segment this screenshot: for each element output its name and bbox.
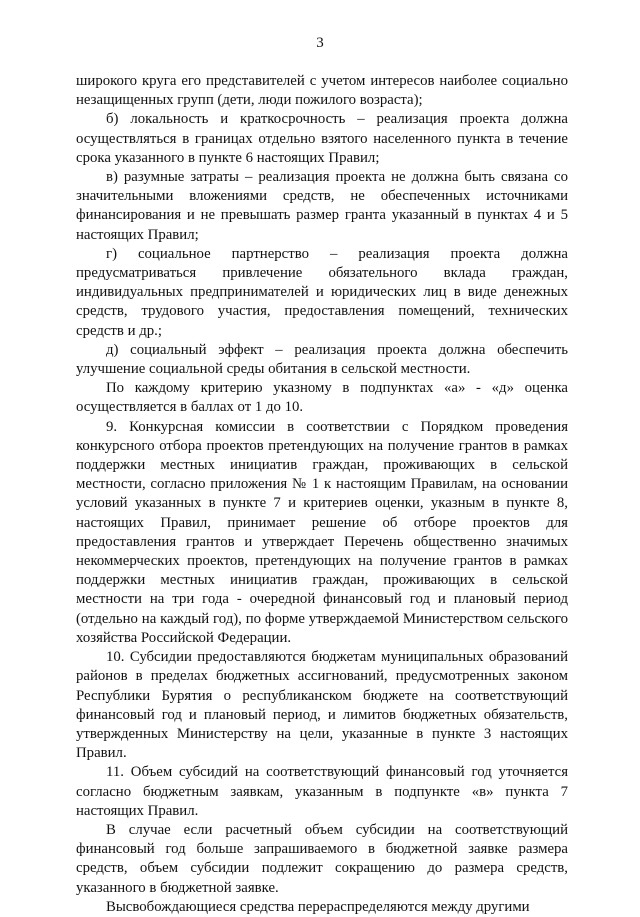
document-body — [76, 72, 568, 917]
paragraph-subsidy-reduction: В случае если расчетный объем субсидии на соответствующий финансовый год больше запрашиваемого в бюджетной заявке размера средств, объем субсидии подлежит сокращению до размера средств, указанного в бюджетной заявке. — [76, 821, 568, 896]
paragraph-criterion-g: г) социальное партнерство – реализация проекта должна предусматриваться привлечение обязательного вклада граждан, индивидуальных предпринимателей и юридических лиц в виде денежных средств, трудового участия, предоставления помещений, технических средств и др.; — [76, 245, 568, 339]
paragraph-continuation: широкого круга его представителей с учетом интересов наиболее социально незащищенных групп (дети, люди пожилого возраста); — [76, 73, 568, 109]
paragraph-item-11: 11. Объем субсидий на соответствующий финансовый год уточняется согласно бюджетным заявкам, указанным в подпункте «в» пункта 7 настоящих Правил. — [76, 764, 568, 819]
paragraph-item-10: 10. Субсидии предоставляются бюджетам муниципальных образований районов в пределах бюджетных ассигнований, предусмотренных законом Республики Бурятия о республиканском бюджете на соответствующий финансовый год и плановый период, и лимитов бюджетных обязательств, утвержденных Министерству на цели, указанные в пункте 3 настоящих Правил. — [76, 649, 568, 762]
paragraph-redistribution: Высвобождающиеся средства перераспределяются между другими — [106, 898, 530, 915]
paragraph-criterion-d: д) социальный эффект – реализация проекта должна обеспечить улучшение социальной среды обитания в сельской местности. — [76, 341, 568, 378]
page-number: 3 — [316, 35, 324, 51]
paragraph-criterion-v: в) разумные затраты – реализация проекта не должна быть связана со значительными вложениями средств, не обеспеченных источниками финансирования и не превышать размер гранта указанный в пунктах 4 и 5 настоящих Правил; — [76, 169, 568, 243]
paragraph-criterion-b: б) локальность и краткосрочность – реализация проекта должна осуществляться в границах отдельно взятого населенного пункта в течение срока указанного в пункте 6 настоящих Правил; — [76, 111, 568, 166]
paragraph-scoring: По каждому критерию указному в подпунктах «а» - «д» оценка осуществляется в баллах от 1 до 10. — [76, 380, 568, 416]
paragraph-item-9: 9. Конкурсная комиссии в соответствии с Порядком проведения конкурсного отбора проектов претендующих на получение грантов в рамках поддержки местных инициатив граждан, проживающих в сельской местности, согласно приложения № 1 к настоящим Правилам, на основании условий указанных в пункте 7 и критериев оценки, указным в пункте 8, настоящих Правил, принимает решение об отборе проектов для предоставления грантов и утверждает Перечень общественно значимых некоммерческих проектов, претендующих на получение грантов в рамках поддержки местных инициатив граждан, проживающих в сельской местности на три года - очередной финансовый год и плановый период (отдельно на каждый год), по форме утверждаемой Министерством сельского хозяйства Российской Федерации. — [76, 418, 568, 646]
